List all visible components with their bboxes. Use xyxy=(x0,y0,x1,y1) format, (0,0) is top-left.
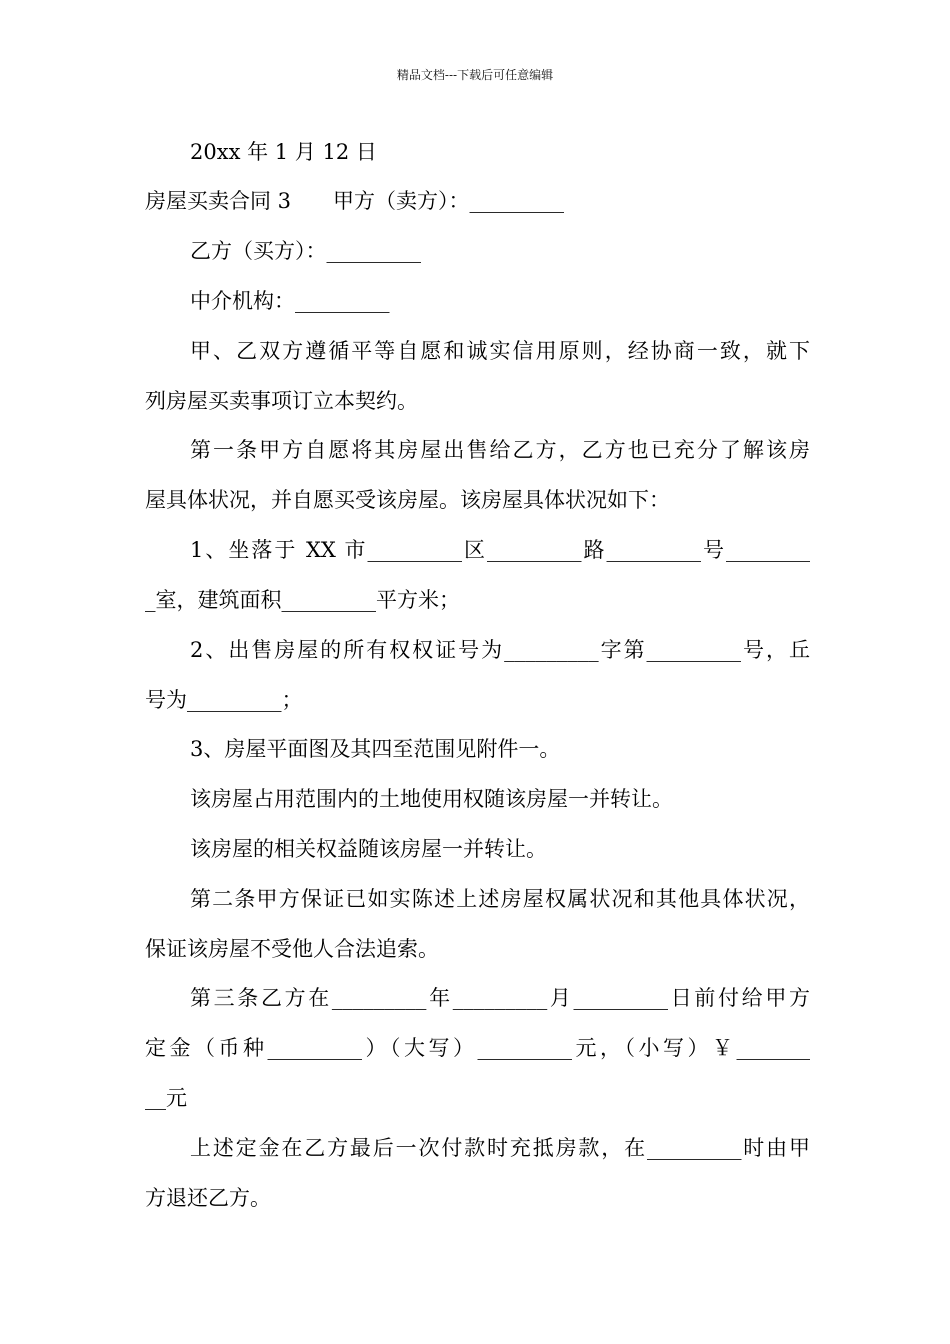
item-1-line: _室，建筑面积_________平方米； xyxy=(145,588,460,612)
item-2-line: 号为_________； xyxy=(145,688,303,712)
article-1-line: 屋具体状况，并自愿买受该房屋。该房屋具体状况如下： xyxy=(145,488,670,512)
article-3-line: __元 xyxy=(145,1086,187,1110)
contract-title-party-a: 房屋买卖合同 3 甲方（卖方）：_________ xyxy=(145,189,565,213)
article-2-line: 保证该房屋不受他人合法追索。 xyxy=(145,937,439,961)
paragraph-line: 方退还乙方。 xyxy=(145,1186,271,1210)
paragraph-line: 上述定金在乙方最后一次付款时充抵房款，在_________时由甲 xyxy=(190,1136,810,1160)
paragraph-line: 该房屋占用范围内的土地使用权随该房屋一并转让。 xyxy=(190,787,673,811)
item-2-line: 2、出售房屋的所有权权证号为_________字第_________号，丘 xyxy=(190,638,810,662)
article-1-line: 第一条甲方自愿将其房屋出售给乙方，乙方也已充分了解该房 xyxy=(190,438,810,462)
paragraph-line: 该房屋的相关权益随该房屋一并转让。 xyxy=(190,837,547,861)
article-3-line: 第三条乙方在_________年_________月_________日前付给甲方 xyxy=(190,986,810,1010)
page-header: 精品文档---下载后可任意编辑 xyxy=(396,68,554,82)
agency-line: 中介机构：_________ xyxy=(190,289,390,313)
article-3-line: 定金（币种_________）（大写）_________元，（小写）￥_______ xyxy=(145,1036,810,1060)
paragraph-line: 甲、乙双方遵循平等自愿和诚实信用原则，经协商一致，就下 xyxy=(190,339,810,363)
party-b-line: 乙方（买方）：_________ xyxy=(190,239,421,263)
article-2-line: 第二条甲方保证已如实陈述上述房屋权属状况和其他具体状况， xyxy=(190,887,810,911)
contract-date: 20xx 年 1 月 12 日 xyxy=(190,140,377,164)
item-1-line: 1、坐落于 XX 市_________区_________路_________号________ xyxy=(190,538,810,562)
paragraph-line: 列房屋买卖事项订立本契约。 xyxy=(145,389,418,413)
item-3-line: 3、房屋平面图及其四至范围见附件一。 xyxy=(190,737,561,761)
